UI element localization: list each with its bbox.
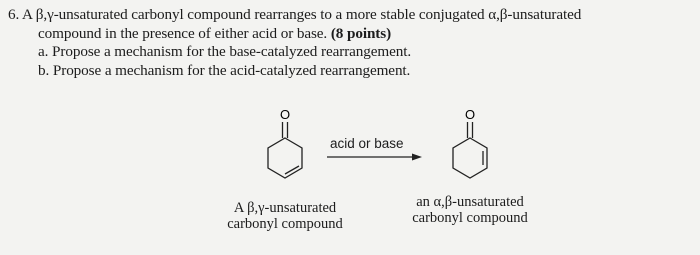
reactant-structure bbox=[255, 106, 315, 188]
product-oxygen-label: O bbox=[464, 107, 476, 122]
reactant-drawing bbox=[255, 106, 315, 188]
product-caption bbox=[395, 194, 545, 226]
arrow-label: acid or base bbox=[330, 136, 404, 151]
points-label: (8 points) bbox=[330, 24, 392, 42]
reaction-arrow bbox=[325, 136, 425, 166]
part-b: b. Propose a mechanism for the acid-catalyzed rearrangement. bbox=[38, 61, 411, 79]
reactant-oxygen-label: O bbox=[279, 107, 291, 122]
product-drawing bbox=[440, 106, 500, 188]
arrow-icon bbox=[325, 150, 425, 164]
product-caption-line-2: carbonyl compound bbox=[412, 210, 528, 226]
question-line-1: 6. A β,γ-unsaturated carbonyl compound rearranges to a more stable conjugated α,β-unsaturated bbox=[8, 6, 582, 23]
reactant-caption-line-1: A β,γ-unsaturated bbox=[233, 200, 337, 216]
question-line-2 bbox=[8, 25, 698, 44]
product-caption-line-1: an α,β-unsaturated bbox=[416, 194, 524, 210]
reactant-caption-line-2: carbonyl compound bbox=[227, 216, 343, 232]
part-a: a. Propose a mechanism for the base-catalyzed rearrangement. bbox=[38, 43, 412, 60]
question-block bbox=[8, 6, 698, 80]
reactant-caption bbox=[210, 200, 360, 232]
product-structure bbox=[440, 106, 500, 188]
question-line-2-text: compound in the presence of either acid or base. bbox=[38, 24, 328, 42]
